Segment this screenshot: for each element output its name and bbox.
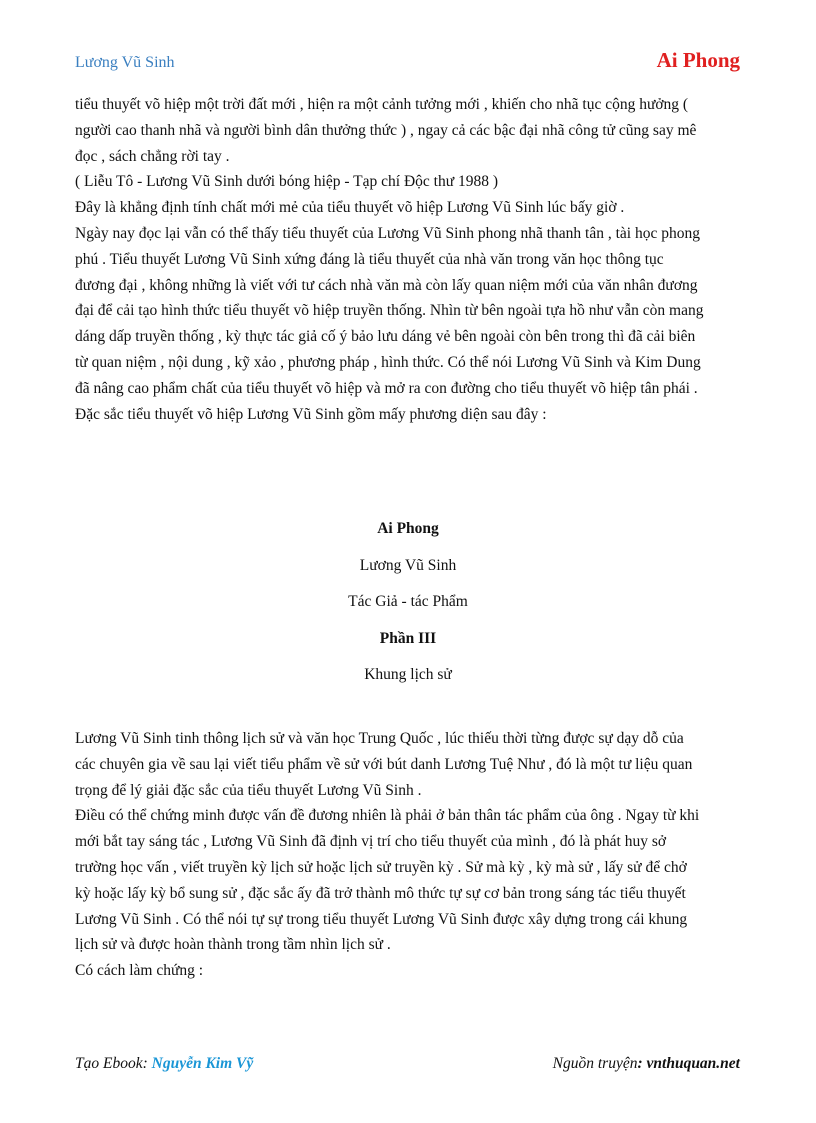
section-heading [0, 517, 816, 700]
footer-source-site: vnthuquan.net [646, 1055, 740, 1072]
section-part: Phần III [379, 629, 437, 647]
text-line: tiểu thuyết võ hiệp một trời đất mới , hiện ra một cảnh tưởng mới , khiến cho nhã tục cộng hưởng ( [75, 96, 689, 113]
text-line: đại để cải tạo hình thức tiểu thuyết võ hiệp truyền thống. Nhìn từ bên ngoài tựa hồ như vẫn còn mang [75, 302, 704, 320]
text-line: kỳ hoặc lấy kỳ bổ sung sử , đặc sắc ấy đã trở thành mô thức tự sự cơ bản trong sáng tác tiểu thuyết [75, 884, 686, 902]
text-line: trọng để lý giải đặc sắc của tiểu thuyết Lương Vũ Sinh . [75, 781, 422, 799]
section-series: Tác Giả - tác Phẩm [348, 593, 468, 611]
footer-ebook-label: Tạo Ebook [75, 1055, 143, 1072]
body-text-bottom [75, 726, 755, 984]
footer-source-credit [553, 1055, 740, 1073]
text-line: đã nâng cao phẩm chất của tiểu thuyết võ hiệp và mở ra con đường cho tiểu thuyết võ hiệp tân phái . [75, 379, 698, 397]
text-line: đương đại , không những là viết với tư cách nhà văn mà còn lấy quan niệm mới của văn nhân đương [75, 276, 698, 294]
page-header [75, 48, 740, 76]
footer-ebook-sep: : [142, 1055, 152, 1072]
text-line: Có cách làm chứng : [75, 962, 204, 980]
footer-source-sep: : [637, 1055, 647, 1072]
text-line: người cao thanh nhã và người bình dân thưởng thức ) , ngay cả các bậc đại nhã công tử cũng say mê [75, 121, 697, 139]
body-text-top [75, 92, 755, 427]
text-line: mới bắt tay sáng tác , Lương Vũ Sinh đã định vị trí cho tiểu thuyết của mình , đó là phát huy sở [75, 833, 667, 851]
text-line: Đặc sắc tiểu thuyết võ hiệp Lương Vũ Sinh gồm mấy phương diện sau đây : [75, 405, 547, 423]
text-line: Điều có thể chứng minh được vấn đề đương nhiên là phải ở bản thân tác phẩm của ông . Ngay từ khi [75, 807, 700, 825]
text-line: từ quan niệm , nội dung , kỹ xảo , phương pháp , hình thức. Có thể nói Lương Vũ Sinh và Kim Dung [75, 353, 701, 371]
section-author: Ai Phong [377, 520, 439, 537]
text-line: trường học vấn , viết truyền kỳ lịch sử hoặc lịch sử truyền kỳ . Sử mà kỳ , kỳ mà sử , lấy sử để chở [75, 858, 687, 876]
text-line: phú . Tiểu thuyết Lương Vũ Sinh xứng đáng là tiểu thuyết của nhà văn trong văn học thông tục [75, 250, 664, 268]
footer-ebook-credit [75, 1055, 253, 1073]
text-line: các chuyên gia về sau lại viết tiểu phẩm về sử với bút danh Lương Tuệ Như , đó là một tư liệu quan [75, 755, 693, 773]
section-part-title: Khung lịch sử [364, 666, 452, 684]
section-subject: Lương Vũ Sinh [359, 556, 457, 574]
citation-line: ( Liễu Tô - Lương Vũ Sinh dưới bóng hiệp - Tạp chí Độc thư 1988 ) [75, 173, 499, 191]
text-line: đọc , sách chẳng rời tay . [75, 147, 230, 165]
text-line: Lương Vũ Sinh . Có thể nói tự sự trong tiểu thuyết Lương Vũ Sinh được xây dựng trong cái khung [75, 910, 688, 928]
text-line: lịch sử và được hoàn thành trong tầm nhìn lịch sử . [75, 936, 391, 954]
text-line: Lương Vũ Sinh tinh thông lịch sử và văn học Trung Quốc , lúc thiếu thời từng được sự dạy dỗ của [75, 730, 684, 747]
footer-source-label: Nguồn truyện [552, 1055, 638, 1072]
footer-ebook-creator: Nguyễn Kim Vỹ [151, 1055, 254, 1072]
text-line: Ngày nay đọc lại vẫn có thể thấy tiểu thuyết của Lương Vũ Sinh phong nhã thanh tân , tài học phong [75, 224, 700, 242]
header-book-title: Lương Vũ Sinh [75, 54, 175, 71]
header-author: Ai Phong [656, 48, 740, 72]
text-line: dáng dấp truyền thống , kỳ thực tác giả cố ý bảo lưu dáng vẻ bên ngoài còn bên trong thì đã cải biên [75, 328, 696, 346]
text-line: Đây là khẳng định tính chất mới mẻ của tiểu thuyết võ hiệp Lương Vũ Sinh lúc bấy giờ . [75, 199, 625, 217]
